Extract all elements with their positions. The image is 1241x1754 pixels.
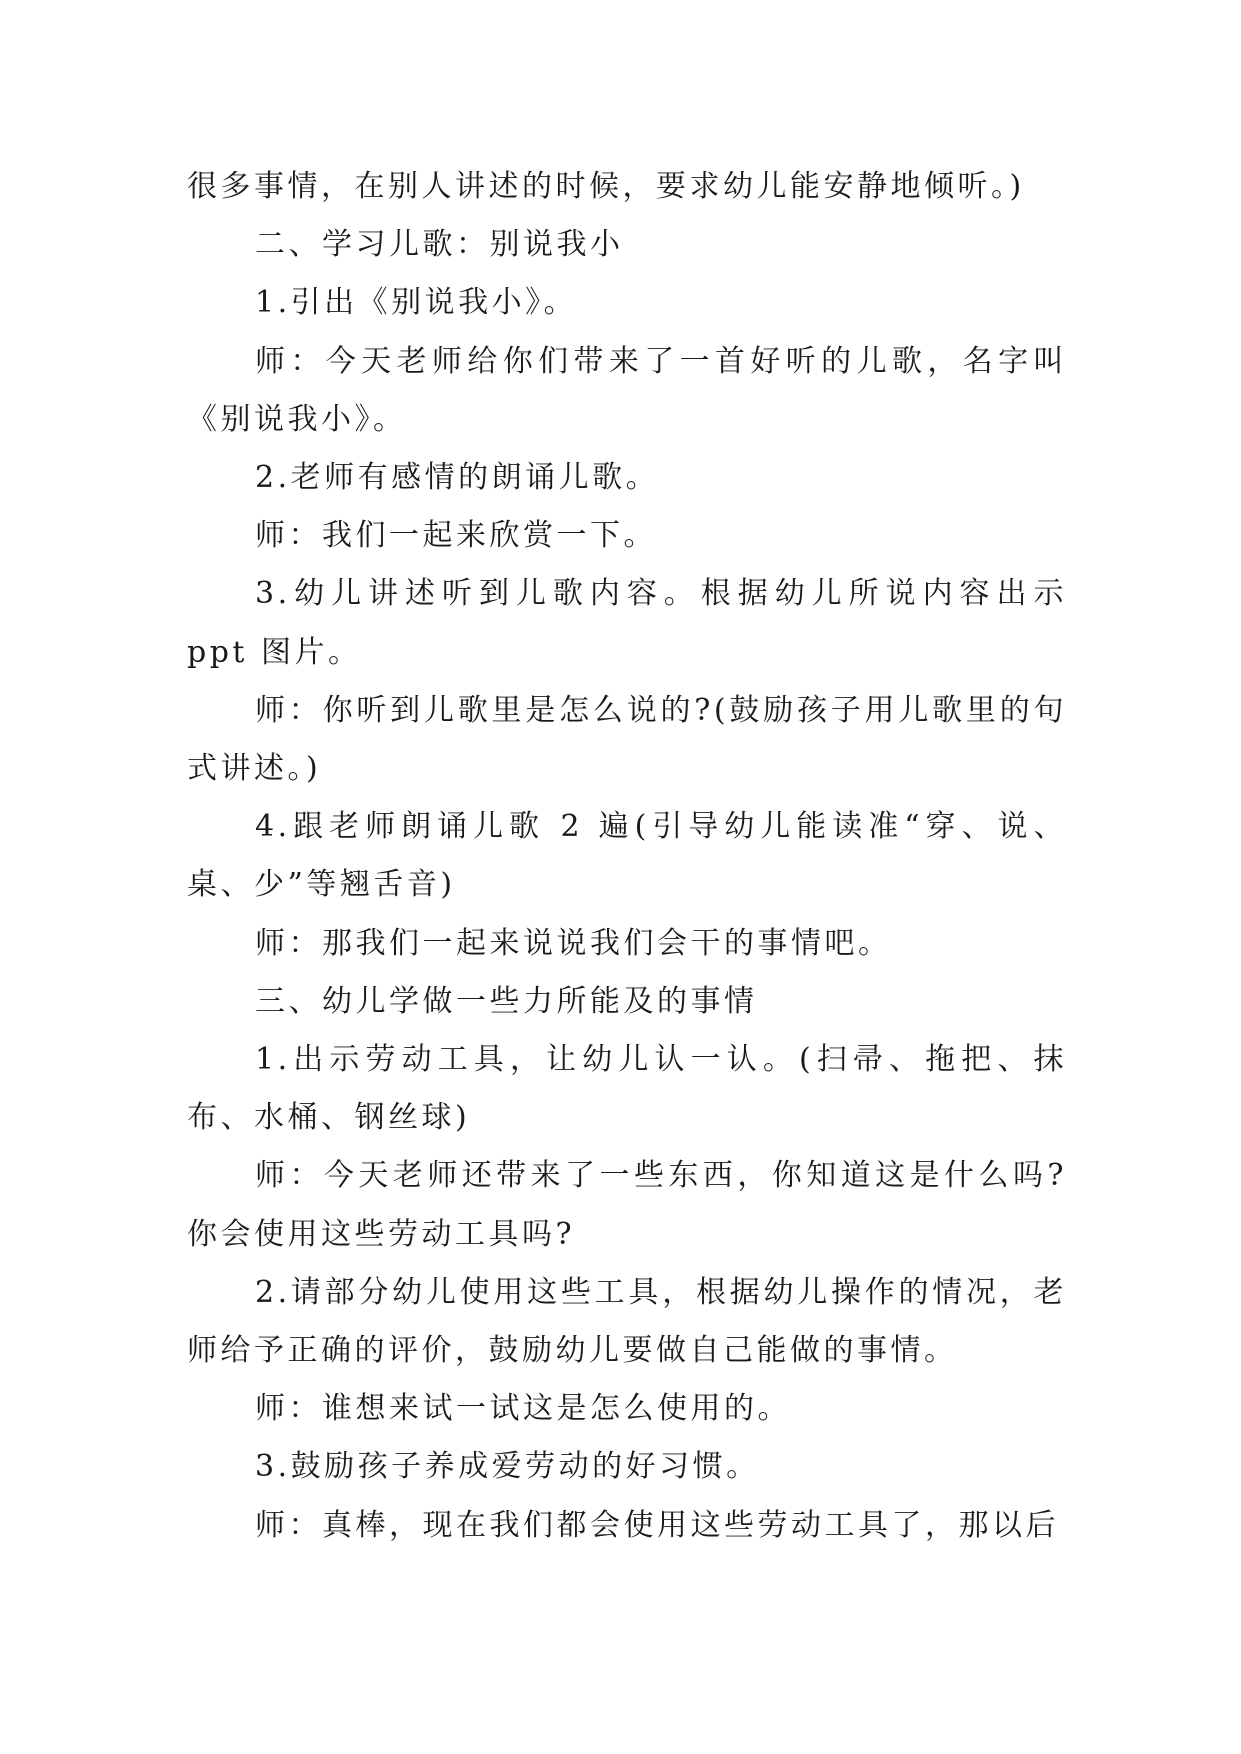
paragraph: 1.引出《别说我小》。 (255, 285, 578, 321)
paragraph: 师：那我们一起来说说我们会干的事情吧。 (255, 925, 892, 961)
paragraph: 3.幼儿讲述听到儿歌内容。根据幼儿所说内容出示 ppt 图片。 (187, 576, 1067, 670)
paragraph: 3.鼓励孩子养成爱劳动的好习惯。 (255, 1449, 760, 1485)
paragraph: 师：今天老师还带来了一些东西，你知道这是什么吗?你会使用这些劳动工具吗? (187, 1158, 1067, 1252)
paragraph: 1.出示劳动工具，让幼儿认一认。(扫帚、拖把、抹布、水桶、钢丝球) (187, 1042, 1067, 1136)
section-heading: 三、幼儿学做一些力所能及的事情 (255, 983, 758, 1019)
paragraph: 师：你听到儿歌里是怎么说的?(鼓励孩子用儿歌里的句式讲述。) (187, 692, 1067, 787)
section-heading: 二、学习儿歌：别说我小 (255, 227, 624, 263)
paragraph: 2.老师有感情的朗诵儿歌。 (255, 460, 660, 496)
paragraph: 师：今天老师给你们带来了一首好听的儿歌，名字叫《别说我小》。 (187, 343, 1067, 437)
paragraph: 2.请部分幼儿使用这些工具，根据幼儿操作的情况，老师给予正确的评价，鼓励幼儿要做自己能做的事情。 (187, 1274, 1067, 1369)
paragraph: 师：谁想来试一试这是怎么使用的。 (255, 1391, 791, 1427)
document-body (187, 158, 1067, 1555)
paragraph: 师：我们一起来欣赏一下。 (255, 518, 657, 554)
paragraph: 4.跟老师朗诵儿歌 2 遍(引导幼儿能读准“穿、说、桌、少”等翘舌音) (187, 809, 1067, 903)
paragraph: 很多事情，在别人讲述的时候，要求幼儿能安静地倾听。) (187, 169, 1025, 204)
paragraph: 师：真棒，现在我们都会使用这些劳动工具了，那以后 (255, 1507, 1059, 1543)
